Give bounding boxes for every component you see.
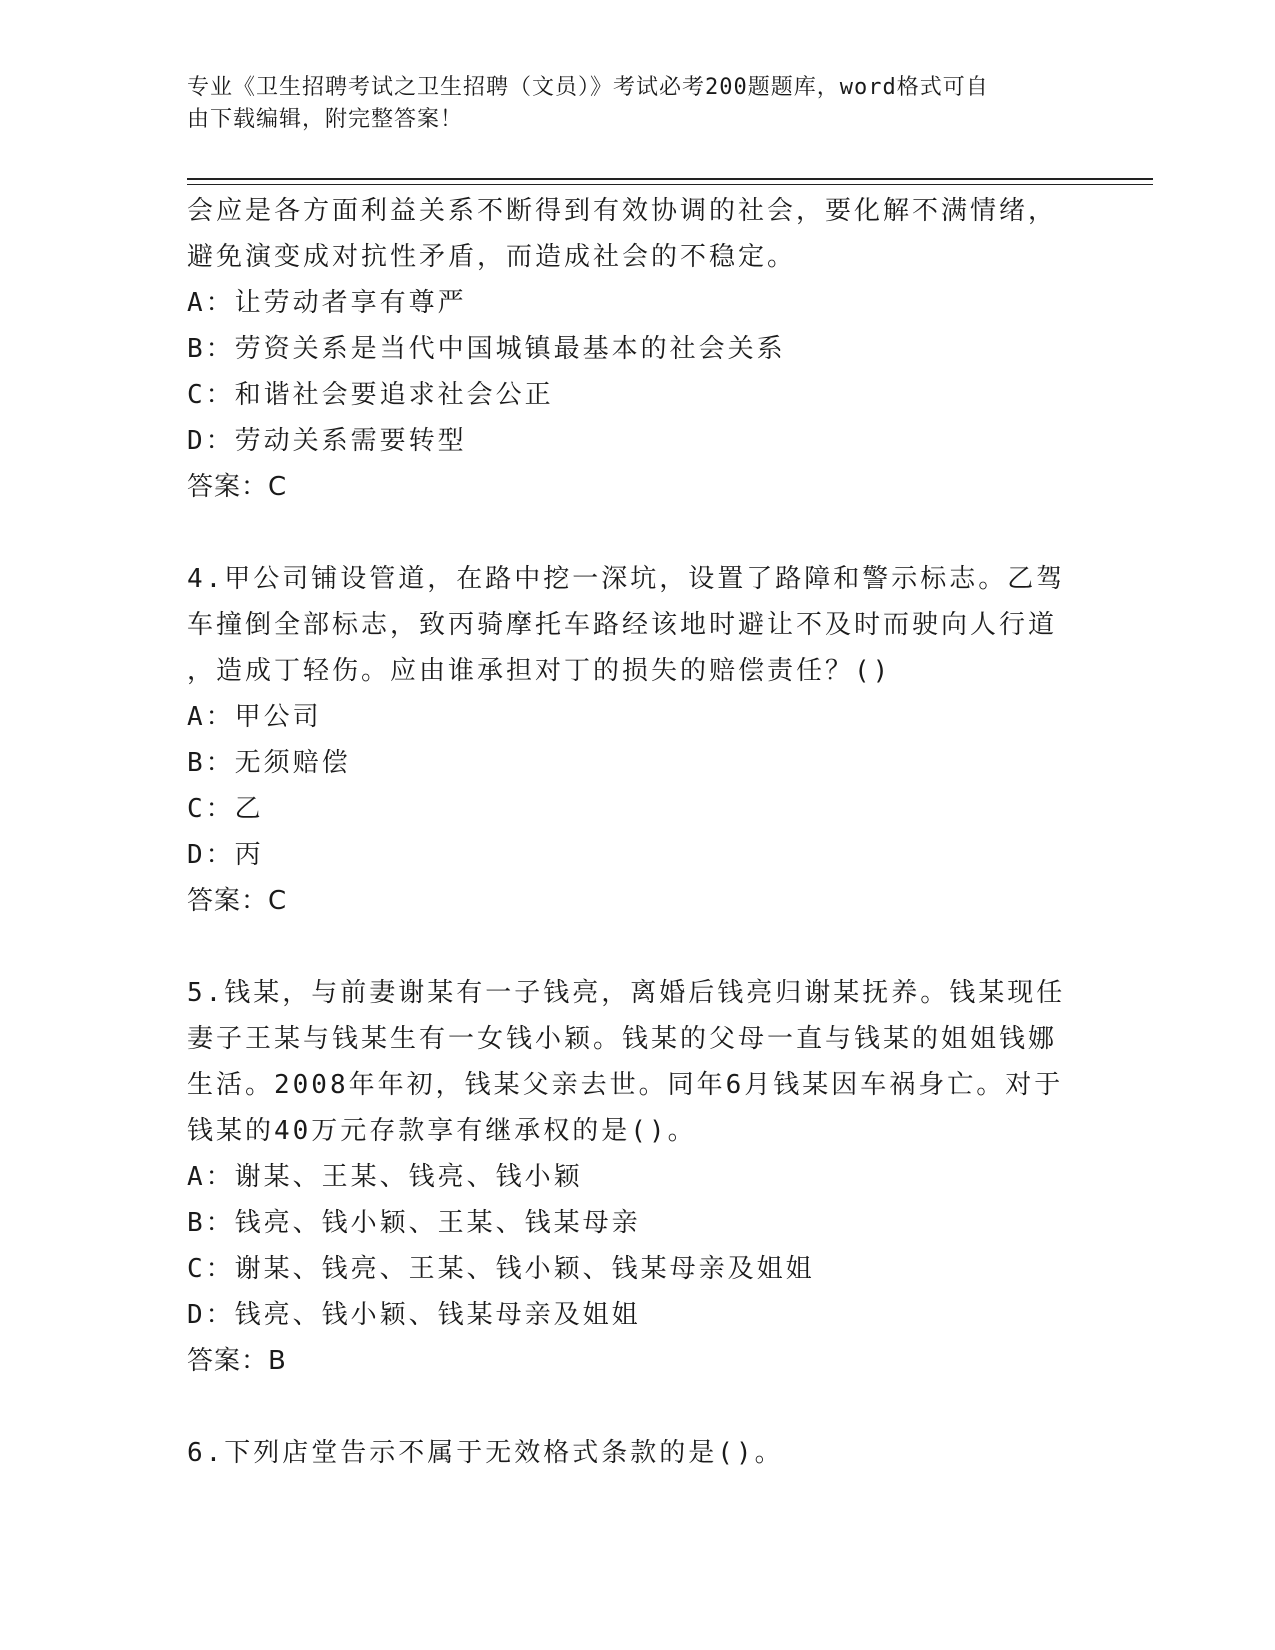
option-d: D：钱亮、钱小颖、钱某母亲及姐姐 — [187, 1300, 641, 1330]
question-text-line: 5.钱某，与前妻谢某有一子钱亮，离婚后钱亮归谢某抚养。钱某现任 — [187, 978, 1066, 1008]
document-header — [187, 72, 1067, 136]
question-3-continuation — [187, 188, 1087, 510]
option-b: B：劳资关系是当代中国城镇最基本的社会关系 — [187, 334, 786, 364]
option-d: D：丙 — [187, 840, 264, 870]
header-divider-thin — [187, 184, 1153, 185]
header-divider-thick — [187, 178, 1153, 180]
question-text-line: 车撞倒全部标志，致丙骑摩托车路经该地时避让不及时而驶向人行道 — [187, 610, 1058, 640]
option-a: A：甲公司 — [187, 702, 322, 732]
option-c: C：谢某、钱亮、王某、钱小颖、钱某母亲及姐姐 — [187, 1254, 815, 1284]
option-d: D：劳动关系需要转型 — [187, 426, 467, 456]
option-b: B：无须赔偿 — [187, 748, 351, 778]
question-text-line: 钱某的40万元存款享有继承权的是()。 — [187, 1116, 697, 1146]
option-b: B：钱亮、钱小颖、王某、钱某母亲 — [187, 1208, 641, 1238]
option-a: A：让劳动者享有尊严 — [187, 288, 467, 318]
option-a: A：谢某、王某、钱亮、钱小颖 — [187, 1162, 583, 1192]
question-text-line: ，造成丁轻伤。应由谁承担对丁的损失的赔偿责任？() — [187, 656, 892, 686]
question-6 — [187, 1430, 1087, 1476]
option-c: C：乙 — [187, 794, 264, 824]
question-text-line: 妻子王某与钱某生有一女钱小颖。钱某的父母一直与钱某的姐姐钱娜 — [187, 1024, 1058, 1054]
question-text-line: 避免演变成对抗性矛盾，而造成社会的不稳定。 — [187, 242, 797, 272]
header-line-1: 专业《卫生招聘考试之卫生招聘（文员）》考试必考200题题库，word格式可自 — [187, 75, 989, 100]
question-4 — [187, 556, 1087, 924]
question-5 — [187, 970, 1087, 1384]
answer-label: 答案：C — [187, 886, 288, 916]
option-c: C：和谐社会要追求社会公正 — [187, 380, 554, 410]
answer-label: 答案：C — [187, 472, 288, 502]
question-text-line: 生活。2008年年初，钱某父亲去世。同年6月钱某因车祸身亡。对于 — [187, 1070, 1064, 1100]
header-line-2: 由下载编辑，附完整答案！ — [187, 107, 464, 132]
question-text-line: 会应是各方面利益关系不断得到有效协调的社会，要化解不满情绪， — [187, 196, 1058, 226]
question-text-line: 6.下列店堂告示不属于无效格式条款的是()。 — [187, 1438, 784, 1468]
answer-label: 答案：B — [187, 1346, 287, 1376]
question-content — [187, 188, 1087, 1476]
question-text-line: 4.甲公司铺设管道，在路中挖一深坑，设置了路障和警示标志。乙驾 — [187, 564, 1066, 594]
